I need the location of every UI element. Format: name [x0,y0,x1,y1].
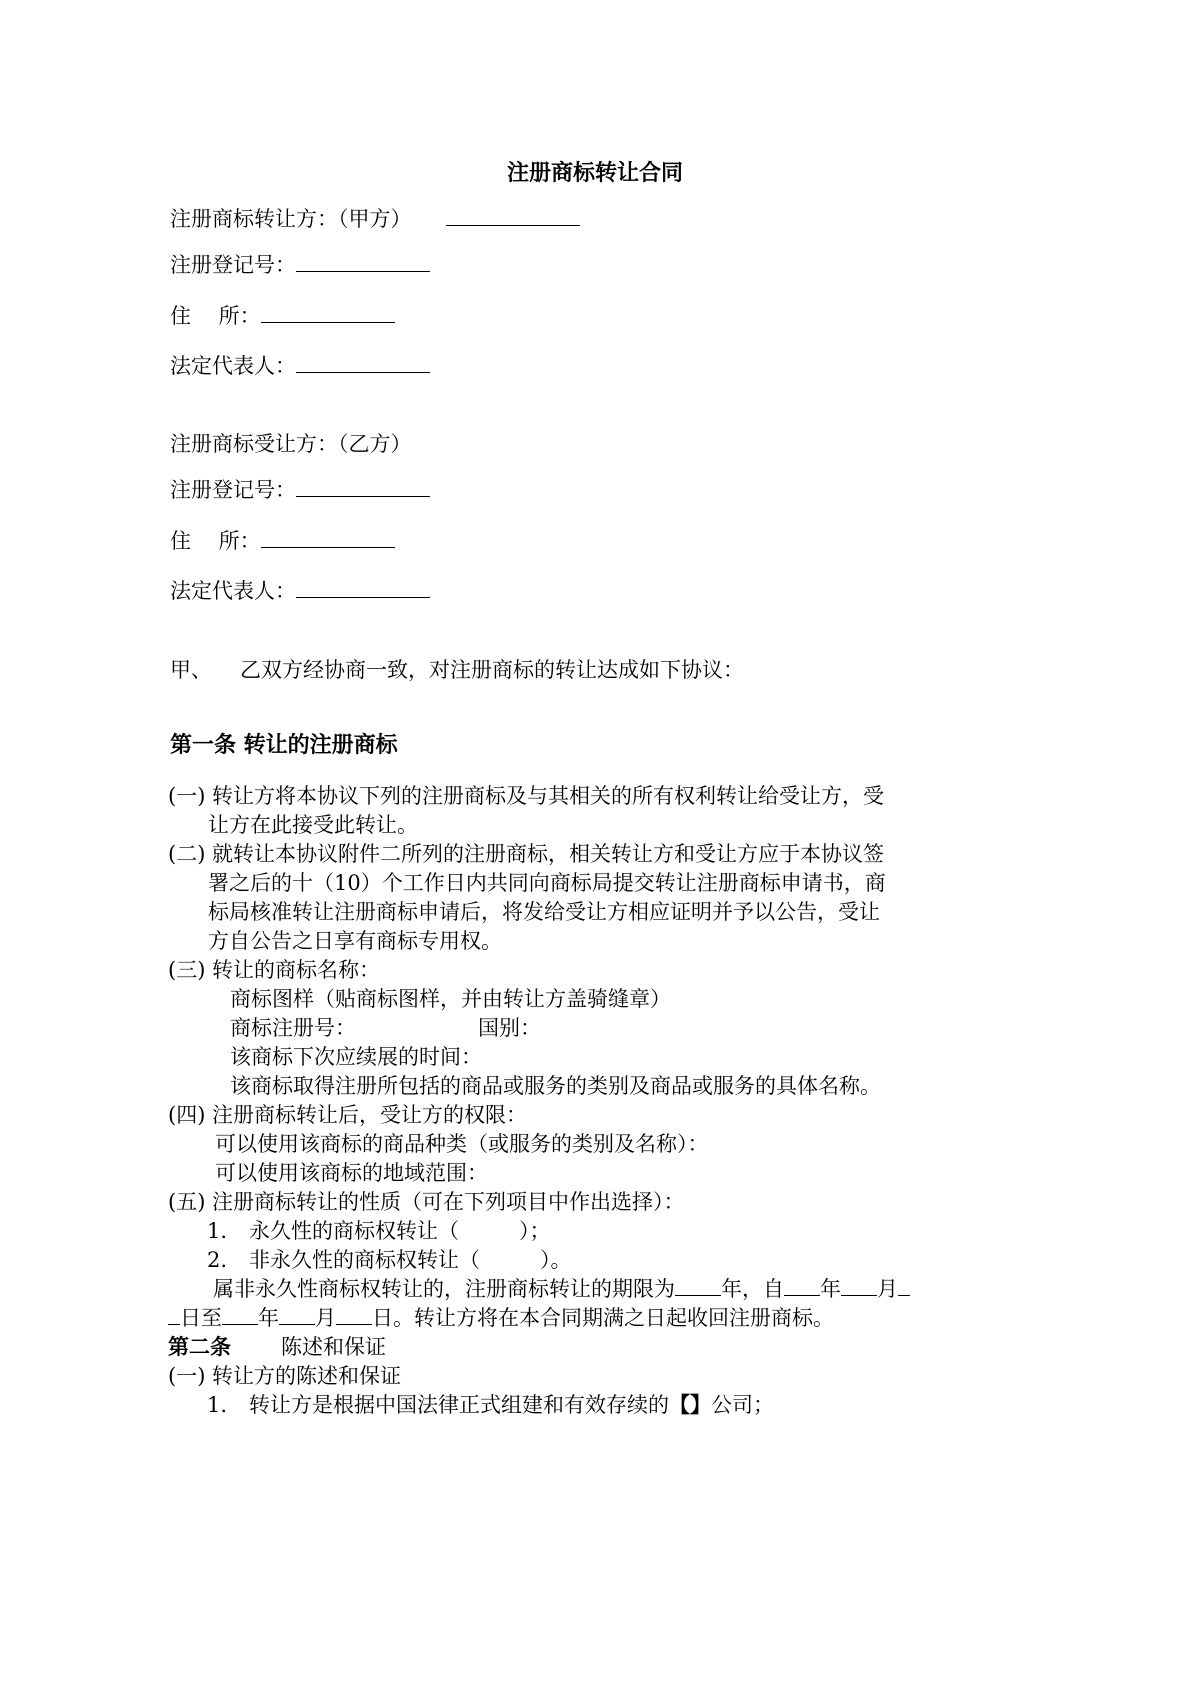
party-a-reg-no-label: 注册登记号： [170,253,296,277]
term-text-5: 日至 [180,1306,222,1330]
trademark-reg-no-label: 商标注册号： [230,1016,356,1040]
article-1-clause-3: (三) 转让的商标名称： [168,958,381,982]
party-b-address-label: 住 所： [170,529,261,553]
item-1-text: 转让方是根据中国法律正式组建和有效存续的 [249,1393,670,1417]
option-1-close: ）； [519,1219,551,1243]
end-day-blank [336,1304,372,1325]
term-text-4: 月 [877,1277,898,1301]
party-b-heading: 注册商标受让方：（乙方） [170,432,412,456]
item-1-suffix: 公司； [711,1393,775,1417]
option-2-close: ）。 [540,1248,572,1272]
article-1-term-line-2 [168,1304,834,1332]
party-a-heading [170,205,580,233]
term-text-8: 日。转让方将在本合同期满之日起收回注册商标。 [372,1306,834,1330]
end-year-blank [222,1304,258,1325]
article-2-clause-1: (一) 转让方的陈述和保证 [168,1364,402,1388]
article-2-heading-title: 陈述和保证 [281,1335,386,1359]
item-1-number: 1. [207,1393,228,1417]
term-years-blank [675,1275,721,1296]
article-2-heading [168,1333,386,1361]
start-year-blank [784,1275,820,1296]
article-1-clause-5-option-1 [207,1217,551,1245]
end-month-blank [279,1304,315,1325]
article-2-clause-1-item-1 [207,1391,774,1419]
article-2-heading-number: 第二条 [168,1334,231,1359]
party-b-reg-no [170,476,430,504]
party-a-legal-rep-blank [296,352,430,373]
article-1-clause-1-line-1: (一) 转让方将本协议下列的注册商标及与其相关的所有权利转让给受让方，受 [168,784,885,808]
document-title: 注册商标转让合同 [506,160,683,186]
party-b-address-blank [261,527,395,548]
party-a-legal-rep [170,352,430,380]
party-a-legal-rep-label: 法定代表人： [170,354,296,378]
article-1-clause-4-b: 可以使用该商标的地域范围： [215,1161,488,1185]
article-1-heading: 第一条 转让的注册商标 [170,732,398,758]
start-day-blank-part-1 [898,1275,910,1296]
country-label: 国别： [478,1016,541,1040]
article-1-clause-4-a: 可以使用该商标的商品种类（或服务的类别及名称）： [215,1132,709,1156]
option-1-number: 1. [207,1219,228,1243]
article-1-clause-4: (四) 注册商标转让后，受让方的权限： [168,1103,528,1127]
article-1-clause-5-option-2 [207,1246,572,1274]
term-text-2: 年，自 [721,1277,784,1301]
term-text-7: 月 [315,1306,336,1330]
party-b-reg-no-blank [296,476,430,497]
article-1-clause-2-line-2: 署之后的十（10）个工作日内共同向商标局提交转让注册商标申请书，商 [208,871,886,895]
party-a-name-blank [446,205,580,226]
article-1-clause-3-d: 该商标取得注册所包括的商品或服务的类别及商品或服务的具体名称。 [230,1074,881,1098]
party-a-address [170,302,395,330]
party-b-address [170,527,395,555]
start-day-blank-part-2 [168,1304,180,1325]
article-1-term-line-1 [213,1275,910,1303]
party-b-legal-rep [170,577,430,605]
term-text-6: 年 [258,1306,279,1330]
article-1-clause-3-a: 商标图样（贴商标图样，并由转让方盖骑缝章） [230,987,671,1011]
article-1-clause-2-line-4: 方自公告之日享有商标专用权。 [208,929,502,953]
option-1-text: 永久性的商标权转让（ [249,1219,460,1243]
option-2-number: 2. [207,1248,228,1272]
party-a-reg-no-blank [296,251,430,272]
article-1-clause-2-line-3: 标局核准转让注册商标申请后，将发给受让方相应证明并予以公告，受让 [208,900,880,924]
term-text-3: 年 [820,1277,841,1301]
party-a-address-label: 住 所： [170,304,261,328]
article-1-clause-1-line-2: 让方在此接受此转让。 [208,813,418,837]
party-a-heading-text: 注册商标转让方：（甲方） [170,207,412,231]
party-a-address-blank [261,302,395,323]
option-2-text: 非永久性的商标权转让（ [249,1248,481,1272]
start-month-blank [841,1275,877,1296]
party-a-reg-no [170,251,430,279]
term-text-1: 属非永久性商标权转让的，注册商标转让的期限为 [213,1277,675,1301]
preamble-lead: 甲、 [170,658,212,682]
party-b-legal-rep-blank [296,577,430,598]
party-b-reg-no-label: 注册登记号： [170,478,296,502]
article-1-clause-5: (五) 注册商标转让的性质（可在下列项目中作出选择）： [168,1190,685,1214]
party-b-legal-rep-label: 法定代表人： [170,579,296,603]
company-type-bracket: 【】 [669,1392,712,1417]
article-1-clause-3-c: 该商标下次应续展的时间： [230,1045,482,1069]
preamble-text: 乙双方经协商一致，对注册商标的转让达成如下协议： [240,658,744,682]
article-1-clause-3-b [230,1014,541,1042]
article-1-clause-2-line-1: (二) 就转让本协议附件二所列的注册商标，相关转让方和受让方应于本协议签 [168,842,885,866]
preamble [170,656,744,684]
